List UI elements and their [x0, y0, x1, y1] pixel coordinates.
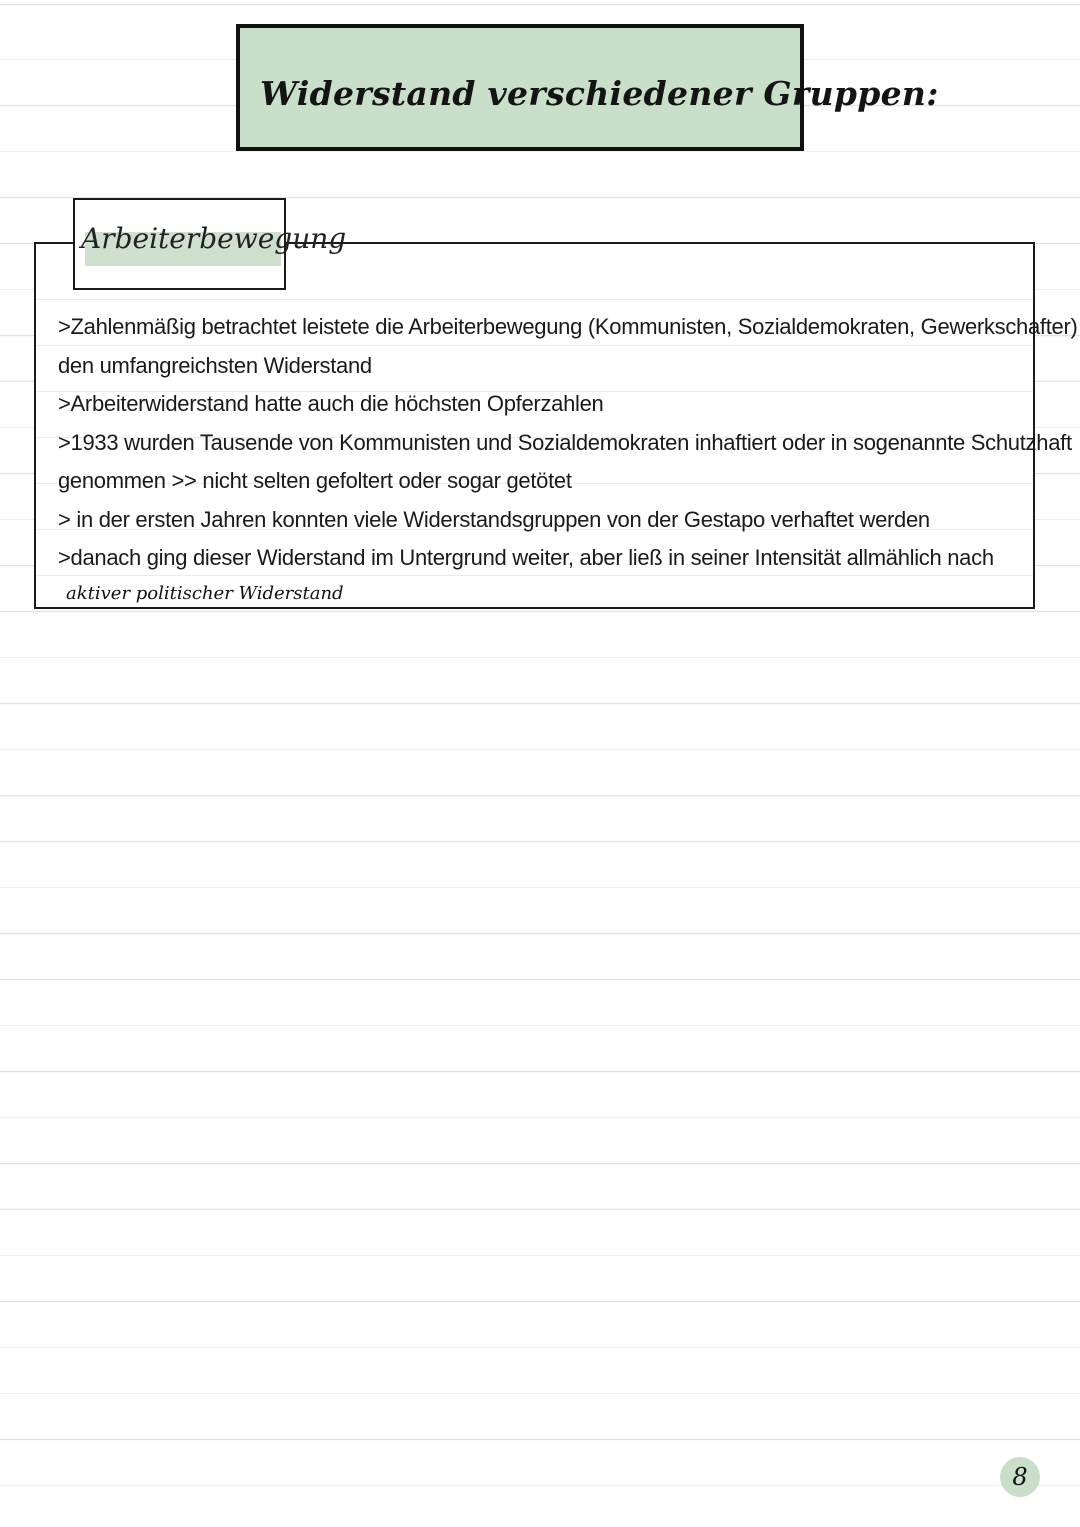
page-number: 8	[1000, 1457, 1040, 1497]
body-line: den umfangreichsten Widerstand	[58, 352, 372, 378]
title-box	[236, 24, 939, 151]
body-line: >danach ging dieser Widerstand im Untergrund weiter, aber ließ in seiner Intensität allmählich nach	[58, 545, 994, 570]
body-line: genommen >> nicht selten gefoltert oder sogar getötet	[58, 468, 572, 493]
page-title: Widerstand verschiedener Gruppen:	[260, 74, 939, 113]
body-line: > in der ersten Jahren konnten viele Widerstandsgruppen von der Gestapo verhaftet werden	[58, 506, 930, 532]
section-heading-box	[73, 198, 347, 290]
body-line: >Arbeiterwiderstand hatte auch die höchsten Opferzahlen	[58, 391, 604, 416]
section-body	[58, 308, 1078, 578]
section-heading: Arbeiterbewegung	[81, 222, 347, 255]
body-line: >Zahlenmäßig betrachtet leistete die Arbeiterbewegung (Kommunisten, Sozialdemokraten, Gewerkschafter)	[58, 314, 1078, 339]
handwritten-note: aktiver politischer Widerstand	[66, 583, 344, 604]
body-line: >1933 wurden Tausende von Kommunisten und Sozialdemokraten inhaftiert oder in sogenannte Schutzhaft	[58, 429, 1072, 455]
